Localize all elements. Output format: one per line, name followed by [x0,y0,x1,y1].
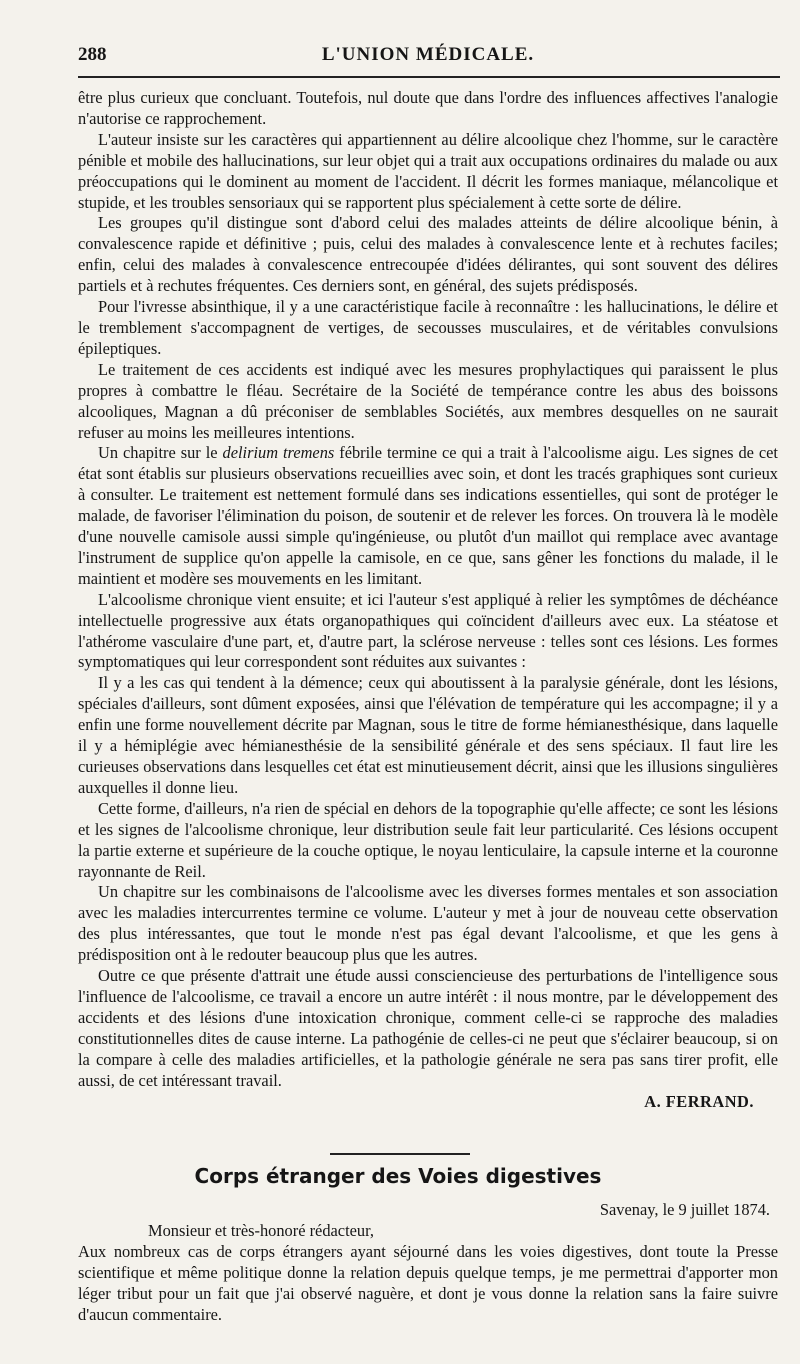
paragraph: Cette forme, d'ailleurs, n'a rien de spécial en dehors de la topographie qu'elle affecte; ce sont les lésions et les signes de l'alcoolisme chronique, leur distribution seule fait leur particularité. Ces lésions occupent la partie externe et supérieure de la couche optique, le noyau lenticulaire, la capsule interne et la couronne rayonnante de Reil. [78,798,778,881]
paragraph-text: fébrile termine ce qui a trait à l'alcoolisme aigu. Les signes de cet état sont établis sur plusieurs observations recueillies avec soin, et dont les tracés graphiques sont curieux à consulter. Le traitement est nettement formulé dans ses indications essentielles, qui sont de protéger le malade, de favoriser l'élimination du poison, de soutenir et de relever les forces. On trouvera là le modèle d'une nouvelle camisole aussi simple qu'ingénieuse, ou plutôt d'un maillot qui remplace avec avantage l'instrument de supplice qu'on appelle la camisole, en ce que, sans gêner les fonctions du malade, il le maintient et modère ses mouvements en les limitant. [78,443,778,588]
paragraph: L'alcoolisme chronique vient ensuite; et ici l'auteur s'est appliqué à relier les symptômes de déchéance intellectuelle progressive aux états organopathiques qui coïncident d'ailleurs avec eux. La stéatose et l'athérome vasculaire d'une part, et, d'autre part, la sclérose nerveuse : telles sont ces lésions. Les formes symptomatiques qui leur correspondent sont réduites aux suivantes : [78,589,778,672]
paragraph: être plus curieux que concluant. Toutefois, nul doute que dans l'ordre des influences affectives l'analogie n'autorise ce rapprochement. [78,88,778,128]
author-signature: A. FERRAND. [644,1091,754,1111]
place-date: Savenay, le 9 juillet 1874. [599,1200,770,1219]
paragraph: Il y a les cas qui tendent à la démence; ceux qui aboutissent à la paralysie générale, dont les lésions, spéciales d'ailleurs, sont dûment exposées, ainsi que l'élévation de température qui les accompagne; il y a enfin une forme nouvellement décrite par Magnan, sous le titre de forme hémianesthésique, dans laquelle il y a hémiplégie avec hémianesthésie de la sensibilité générale et des sens spéciaux. Il faut lire les curieuses observations dans lesquelles cet état est minutieusement décrit, ainsi que les illusions singulières auxquelles il donne lieu. [78,673,778,797]
paragraph-text: Un chapitre sur le [98,443,223,463]
paragraph: Outre ce que présente d'attrait une étude aussi consciencieuse des perturbations de l'intelligence sous l'influence de l'alcoolisme, ce travail a encore un autre intérêt : il nous montre, par le développement des accidents et des lésions d'une intoxication chronique, comment celle-ci se rapproche des maladies constitutionnelles dites de cause interne. La pathogénie de celles-ci ne peut que s'éclairer beaucoup, si on la compare à celle des maladies artificielles, et la pathologie générale ne sera pas sans tirer profit, elle aussi, de cet intéressant travail. [78,966,778,1090]
letter-body [78,1200,778,1325]
salutation: Monsieur et très-honoré rédacteur, [148,1220,374,1240]
page-header [78,44,778,74]
italic-term: delirium tremens [222,443,335,463]
section-title: Corps étranger des Voies digestives [194,1164,602,1188]
paragraph: Pour l'ivresse absinthique, il y a une caractéristique facile à reconnaître : les hallucinations, le délire et le tremblement s'accompagnent de vertiges, de secousses musculaires, et de véritables convulsions épileptiques. [78,297,778,358]
paragraph-delirium [78,443,778,589]
article-body [78,88,778,1112]
paragraph: L'auteur insiste sur les caractères qui appartiennent au délire alcoolique chez l'homme, sur le caractère pénible et mobile des hallucinations, sur leur objet qui a trait aux occupations ordinaires du malade ou aux préoccupations qui le dominent au moment de l'accident. Il décrit les formes maniaque, mélancolique et stupide, et les troubles sensoriaux qui se rapportent plus spécialement à cette sorte de délire. [78,129,778,212]
paragraph: Un chapitre sur les combinaisons de l'alcoolisme avec les diverses formes mentales et son association avec les maladies intercurrentes termine ce volume. L'auteur y met à jour de nouveau cette observation des plus intéressantes, que tout le monde n'est pas égal devant l'alcoolisme, et que les gens à prédisposition ont à le redouter beaucoup plus que les autres. [78,882,778,965]
paragraph: Les groupes qu'il distingue sont d'abord celui des malades atteints de délire alcoolique bénin, à convalescence rapide et définitive ; puis, celui des malades à convalescence lente et à rechutes faciles; enfin, celui des malades à convalescence entrecoupée d'idées délirantes, qui sont souvent des délires partiels et à rechutes fréquentes. Ces derniers sont, en général, des sujets prédisposés. [78,213,778,296]
paragraph: Aux nombreux cas de corps étrangers ayant séjourné dans les voies digestives, dont toute la Presse scientifique et même politique donne la relation depuis quelque temps, je me permettrai d'apporter mon léger tribut pour un fait que j'ai observé naguère, et dont je vous donne la relation sans la faire suivre d'aucun commentaire. [78,1241,778,1324]
section-divider [330,1153,470,1155]
header-rule [78,76,780,78]
page-number: 288 [78,44,107,65]
paragraph: Le traitement de ces accidents est indiqué avec les mesures prophylactiques qui paraissent le plus propres à combattre le fléau. Secrétaire de la Société de tempérance contre les abus des boissons alcooliques, Magnan a dû préconiser de semblables Sociétés, aux membres desquelles on ne saurait refuser au moins les meilleures intentions. [78,359,778,442]
journal-title: L'UNION MÉDICALE. [321,44,535,65]
